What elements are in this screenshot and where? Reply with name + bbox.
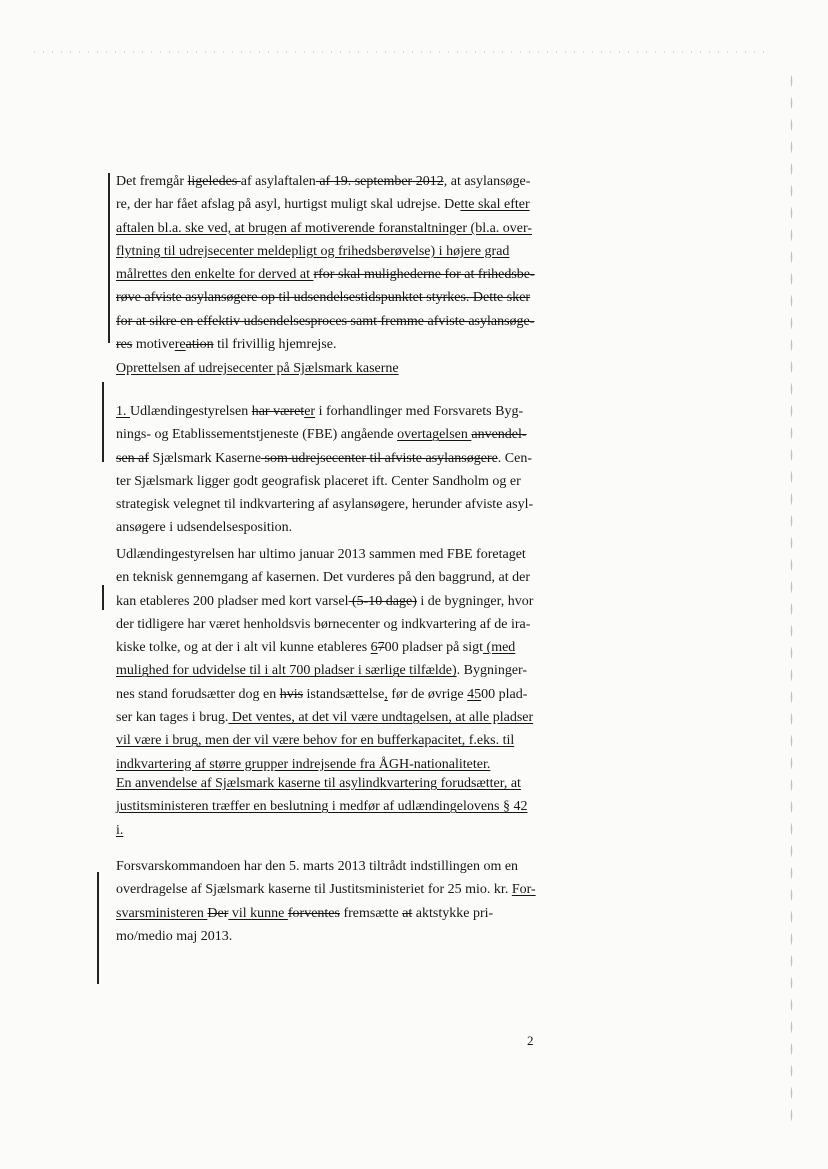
text-line: res motivereation til frivillig hjemrejse.	[116, 337, 337, 353]
heading-text: Oprettelsen af udrejsecenter på Sjælsmark kaserne	[116, 361, 399, 376]
text-line: flytning til udrejsecenter meldepligt og frihedsberøvelse) i højere grad	[116, 243, 510, 259]
text-line: strategisk velegnet til indkvartering af asylansøgere, herunder afviste asyl-	[116, 497, 534, 513]
text-line: i.	[116, 822, 124, 838]
text-line: justitsministeren træffer en beslutning i medfør af udlændingelovens § 42	[116, 799, 528, 815]
paragraph-4	[116, 772, 548, 842]
text-line: nes stand forudsætter dog en hvis istandsættelse, før de øvrige 4500 plad-	[116, 686, 528, 702]
text-line: røve afviste asylansøgere op til udsendelsestidspunktet styrkes. Dette sker	[116, 290, 531, 306]
text-line: ansøgere i udsendelsesposition.	[116, 520, 293, 536]
text-line: re, der har fået afslag på asyl, hurtigst muligt skal udrejse. Dette skal efter	[116, 197, 530, 213]
text-line: Det fremgår ligeledes af asylaftalen af 19. september 2012, at asylansøge-	[116, 174, 531, 189]
text-line: der tidligere har været henholdsvis børnecenter og indkvartering af de ira-	[116, 616, 531, 632]
paragraph-1	[116, 170, 548, 356]
text-line: for at sikre en effektiv udsendelsesproces samt fremme afviste asylansøge-	[116, 313, 535, 329]
text-line: overdragelse af Sjælsmark kaserne til Justitsministeriet for 25 mio. kr. For-	[116, 882, 536, 898]
paragraph-5	[116, 855, 548, 948]
scan-noise-top	[30, 50, 770, 54]
text-line: Udlændingestyrelsen har ultimo januar 2013 sammen med FBE foretaget	[116, 547, 526, 562]
text-line: mo/medio maj 2013.	[116, 928, 233, 944]
text-line: svarsministeren Der vil kunne forventes fremsætte at aktstykke pri-	[116, 905, 494, 921]
text-line: sen af Sjælsmark Kaserne som udrejsecenter til afviste asylansøgere. Cen-	[116, 450, 532, 466]
text-line: aftalen bl.a. ske ved, at brugen af motiverende foranstaltninger (bl.a. over-	[116, 220, 533, 236]
text-line: ter Sjælsmark ligger godt geografisk placeret ift. Center Sandholm og er	[116, 473, 521, 489]
paragraph-3	[116, 543, 548, 776]
scan-noise-right	[790, 70, 793, 1130]
text-line: 1. Udlændingestyrelsen har væreter i forhandlinger med Forsvarets Byg-	[116, 404, 524, 419]
text-line: mulighed for udvidelse til i alt 700 pladser i særlige tilfælde). Bygninger-	[116, 663, 528, 679]
change-bar	[102, 382, 104, 462]
text-line: ser kan tages i brug. Det ventes, at det vil være undtagelsen, at alle pladser	[116, 710, 534, 726]
text-line: Forsvarskommandoen har den 5. marts 2013 tiltrådt indstillingen om en	[116, 859, 519, 874]
text-line: målrettes den enkelte for derved at rfor skal mulighederne for at frihedsbe-	[116, 267, 535, 283]
change-bar	[97, 872, 99, 984]
text-line: kan etableres 200 pladser med kort varsel (5-10 dage) i de bygninger, hvor	[116, 593, 534, 609]
text-line: kiske tolke, og at der i alt vil kunne etableres 6700 pladser på sigt (med	[116, 640, 516, 656]
text-line: En anvendelse af Sjælsmark kaserne til asylindkvartering forudsætter, at	[116, 776, 521, 791]
paragraph-2	[116, 400, 548, 540]
text-line: en teknisk gennemgang af kasernen. Det vurderes på den baggrund, at der	[116, 570, 531, 586]
section-heading	[116, 357, 548, 380]
change-bar	[108, 173, 110, 343]
page-number: 2	[527, 1033, 534, 1048]
text-line: indkvartering af større grupper indrejsende fra ÅGH-nationaliteter.	[116, 756, 491, 772]
text-line: nings- og Etablissementstjeneste (FBE) angående overtagelsen anvendel-	[116, 427, 527, 443]
text-line: vil være i brug, men der vil være behov for en bufferkapacitet, f.eks. til	[116, 733, 515, 749]
change-bar	[102, 585, 104, 610]
